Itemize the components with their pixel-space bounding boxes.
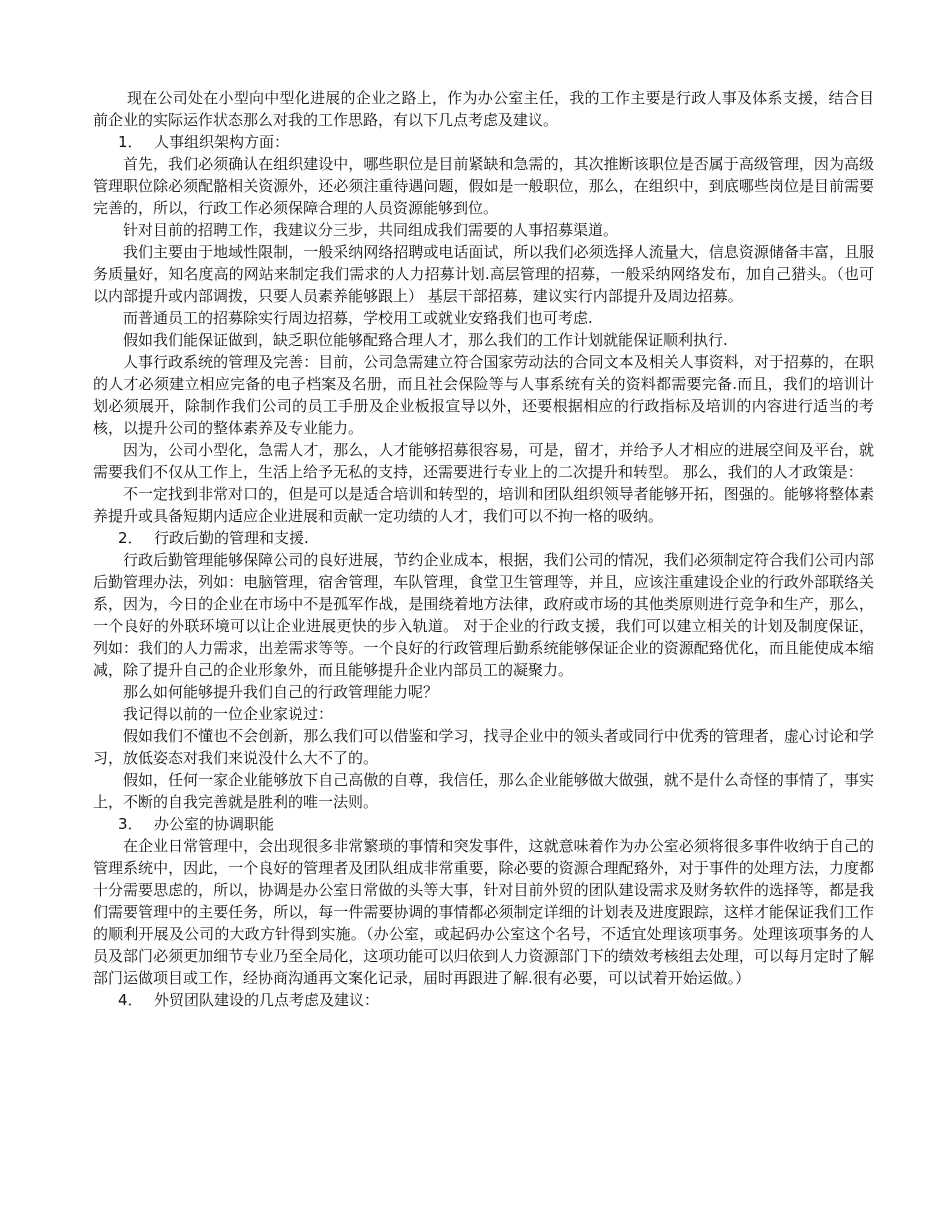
body-paragraph: 那么如何能够提升我们自己的行政管理能力呢？ bbox=[123, 683, 439, 701]
section-heading-1 bbox=[93, 131, 874, 153]
body-paragraph: 行政后勤管理能够保障公司的良好进展，节约企业成本，根据，我们公司的情况，我们必须制定符合我们公司内部后勤管理办法，列如：电脑管理，宿舍管理，车队管理，食堂卫生管理等，并且，应该注重建设企业的行政外部联络关系，因为，今日的企业在市场中不是孤军作战，是围绕着地方法律，政府或市场的其他类原则进行竞争和生产，那么，一个良好的外联环境可以让企业进展更快的步入轨道。 对于企业的行政支援，我们可以建立相关的计划及制度保证，列如：我们的人力需求，出差需求等等。一个良好的行政管理后勤系统能够保证企业的资源配臵优化，而且能使成本缩减，除了提升自己的企业形象外，而且能够提升企业内部员工的凝聚力。 bbox=[93, 551, 874, 679]
body-paragraph: 假如我们不懂也不会创新，那么我们可以借鉴和学习，找寻企业中的领头者或同行中优秀的管理者，虚心讨论和学习，放低姿态对我们来说没什么大不了的。 bbox=[93, 727, 874, 767]
section-title: 行政后勤的管理和支援. bbox=[154, 529, 309, 547]
section-title: 外贸团队建设的几点考虑及建议： bbox=[154, 991, 380, 1009]
body-paragraph: 而普通员工的招募除实行周边招募，学校用工或就业安臵我们也可考虑. bbox=[123, 309, 593, 327]
section-number: 3． bbox=[118, 815, 143, 833]
section-heading-4 bbox=[93, 989, 874, 1011]
body-paragraph: 假如我们能保证做到，缺乏职位能够配臵合理人才，那么我们的工作计划就能保证顺利执行. bbox=[123, 331, 728, 349]
body-paragraph: 针对目前的招聘工作，我建议分三步，共同组成我们需要的人事招募渠道。 bbox=[123, 221, 619, 239]
section-number: 4． bbox=[118, 991, 143, 1009]
body-paragraph: 我们主要由于地域性限制，一般采纳网络招聘或电话面试，所以我们必须选择人流量大，信息资源储备丰富，且服务质量好，知名度高的网站来制定我们需求的人力招募计划.高层管理的招募，一般采纳网络发布，加自己猎头。（也可以内部提升或内部调拨，只要人员素养能够跟上） 基层干部招募，建议实行内部提升及周边招募。 bbox=[93, 243, 874, 305]
section-title: 人事组织架构方面： bbox=[154, 133, 290, 151]
section-title: 办公室的协调职能 bbox=[154, 815, 275, 833]
body-paragraph: 假如，任何一家企业能够放下自己高傲的自尊，我信任，那么企业能够做大做强，就不是什么奇怪的事情了，事实上，不断的自我完善就是胜利的唯一法则。 bbox=[93, 771, 874, 811]
body-paragraph: 不一定找到非常对口的，但是可以是适合培训和转型的，培训和团队组织领导者能够开拓，图强的。能够将整体素养提升或具备短期内适应企业进展和贡献一定功绩的人才，我们可以不拘一格的吸纳。 bbox=[93, 485, 874, 525]
section-heading-3 bbox=[93, 813, 874, 835]
section-number: 2． bbox=[118, 529, 143, 547]
body-paragraph: 在企业日常管理中，会出现很多非常繁琐的事情和突发事件，这就意味着作为办公室必须将很多事件收纳于自己的管理系统中，因此，一个良好的管理者及团队组成非常重要，除必要的资源合理配臵外，对于事件的处理方法，力度都十分需要思虑的，所以，协调是办公室日常做的头等大事，针对目前外贸的团队建设需求及财务软件的选择等，都是我们需要管理中的主要任务，所以，每一件需要协调的事情都必须制定详细的计划表及进度跟踪，这样才能保证我们工作的顺利开展及公司的大政方针得到实施。（办公室，或起码办公室这个名号，不适宜处理该项事务。处理该项事务的人员及部门必须更加细节专业乃至全局化，这项功能可以归依到人力资源部门下的绩效考核组去处理，可以每月定时了解部门运做项目或工作，经协商沟通再文案化记录，届时再跟进了解.很有必要，可以试着开始运做。） bbox=[93, 837, 874, 987]
body-paragraph: 我记得以前的一位企业家说过： bbox=[123, 705, 334, 723]
body-paragraph: 首先，我们必须确认在组织建设中，哪些职位是目前紧缺和急需的，其次推断该职位是否属于高级管理，因为高级管理职位除必须配骼相关资源外，还必须注重待遇问题，假如是一般职位，那么，在组织中，到底哪些岗位是目前需要完善的，所以，行政工作必须保障合理的人员资源能够到位。 bbox=[93, 155, 874, 217]
section-heading-2 bbox=[93, 527, 874, 549]
section-number: 1． bbox=[118, 133, 143, 151]
intro-paragraph: 现在公司处在小型向中型化进展的企业之路上，作为办公室主任，我的工作主要是行政人事及体系支援，结合目前企业的实际运作状态那么对我的工作思路，有以下几点考虑及建议。 bbox=[93, 89, 874, 129]
body-paragraph: 因为，公司小型化，急需人才，那么，人才能够招募很容易，可是，留才，并给予人才相应的进展空间及平台，就需要我们不仅从工作上，生活上给予无私的支持，还需要进行专业上的二次提升和转型。 那么，我们的人才政策是： bbox=[93, 441, 874, 481]
body-paragraph: 人事行政系统的管理及完善：目前，公司急需建立符合国家劳动法的合同文本及相关人事资料，对于招募的，在职的人才必须建立相应完备的电子档案及名册，而且社会保险等与人事系统有关的资料都需要完备.而且，我们的培训计划必须展开，除制作我们公司的员工手册及企业板报宣导以外，还要根据相应的行政指标及培训的内容进行适当的考核，以提升公司的整体素养及专业能力。 bbox=[93, 353, 874, 437]
